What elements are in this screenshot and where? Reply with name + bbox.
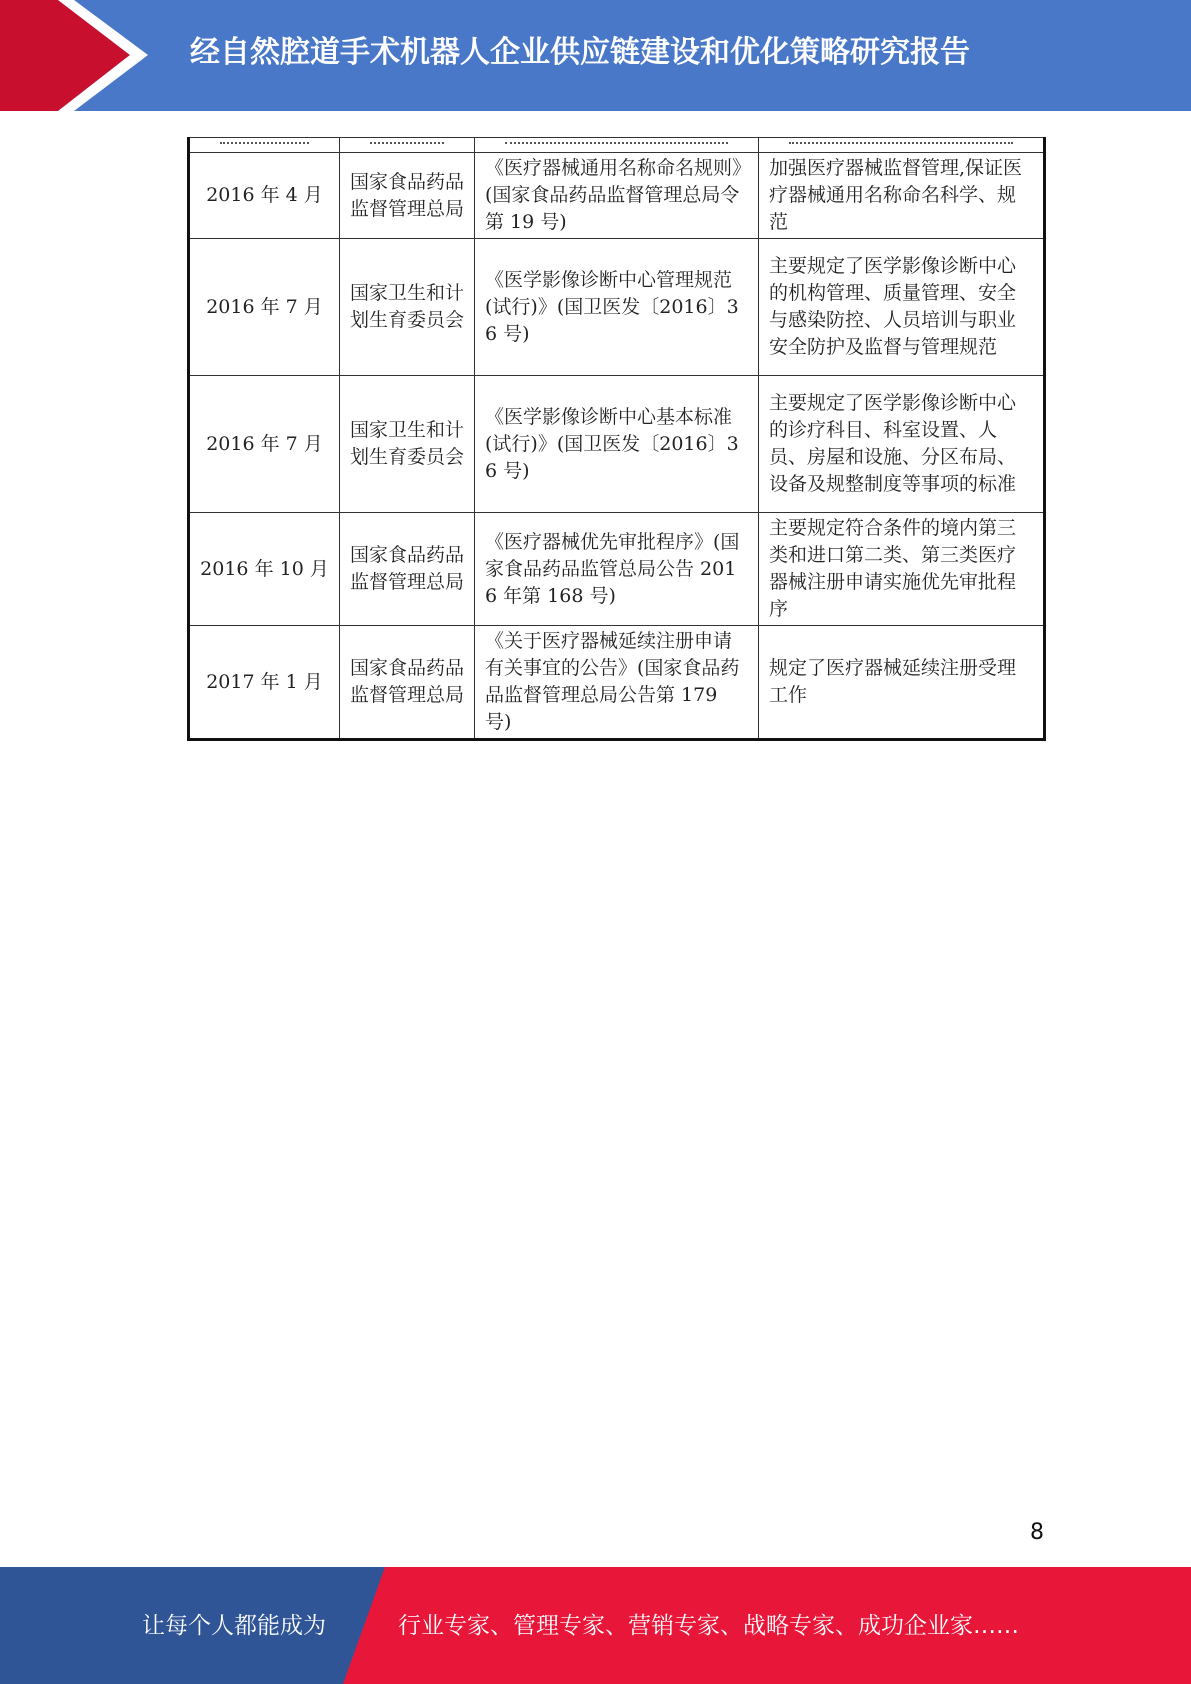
row-document: 《医疗器械通用名称命名规则》(国家食品药品监督管理总局令第 19 号) <box>475 153 759 239</box>
row-document: 《关于医疗器械延续注册申请有关事宜的公告》(国家食品药品监督管理总局公告第 179 号) <box>475 626 759 740</box>
row-agency: 国家卫生和计划生育委员会 <box>340 239 475 376</box>
row-content: 主要规定了医学影像诊断中心的诊疗科目、科室设置、人员、房屋和设施、分区布局、设备及规整制度等事项的标准 <box>759 376 1045 513</box>
row-content: 主要规定了医学影像诊断中心的机构管理、质量管理、安全与感染防控、人员培训与职业安全防护及监督与管理规范 <box>759 239 1045 376</box>
page-number: 8 <box>1030 1520 1044 1545</box>
row-content: 主要规定符合条件的境内第三类和进口第二类、第三类医疗器械注册申请实施优先审批程序 <box>759 513 1045 626</box>
row-date: 2016 年 7 月 <box>189 376 340 513</box>
row-agency: 国家食品药品监督管理总局 <box>340 153 475 239</box>
table-cut-row <box>189 138 1045 153</box>
row-content: 规定了医疗器械延续注册受理工作 <box>759 626 1045 740</box>
table-row <box>189 513 1045 626</box>
row-date: 2016 年 7 月 <box>189 239 340 376</box>
row-date: 2016 年 4 月 <box>189 153 340 239</box>
table-row <box>189 153 1045 239</box>
row-agency: 国家食品药品监督管理总局 <box>340 513 475 626</box>
row-content: 加强医疗器械监督管理,保证医疗器械通用名称命名科学、规范 <box>759 153 1045 239</box>
report-title: 经自然腔道手术机器人企业供应链建设和优化策略研究报告 <box>190 35 970 70</box>
policy-table-wrapper <box>187 137 1045 741</box>
row-date: 2017 年 1 月 <box>189 626 340 740</box>
row-date: 2016 年 10 月 <box>189 513 340 626</box>
page-header <box>0 0 1191 111</box>
row-agency: 国家卫生和计划生育委员会 <box>340 376 475 513</box>
table-row <box>189 626 1045 740</box>
table-row <box>189 239 1045 376</box>
row-document: 《医学影像诊断中心基本标准(试行)》(国卫医发〔2016〕36 号) <box>475 376 759 513</box>
row-document: 《医疗器械优先审批程序》(国家食品药品监管总局公告 2016 年第 168 号) <box>475 513 759 626</box>
page-footer <box>0 1567 1191 1684</box>
footer-slogan-left: 让每个人都能成为 <box>142 1613 326 1639</box>
row-agency: 国家食品药品监督管理总局 <box>340 626 475 740</box>
row-document: 《医学影像诊断中心管理规范(试行)》(国卫医发〔2016〕36 号) <box>475 239 759 376</box>
header-arrow-icon <box>0 0 160 111</box>
footer-slogan-right: 行业专家、管理专家、营销专家、战略专家、成功企业家…… <box>398 1613 1019 1639</box>
policy-table <box>187 137 1046 741</box>
table-row <box>189 376 1045 513</box>
